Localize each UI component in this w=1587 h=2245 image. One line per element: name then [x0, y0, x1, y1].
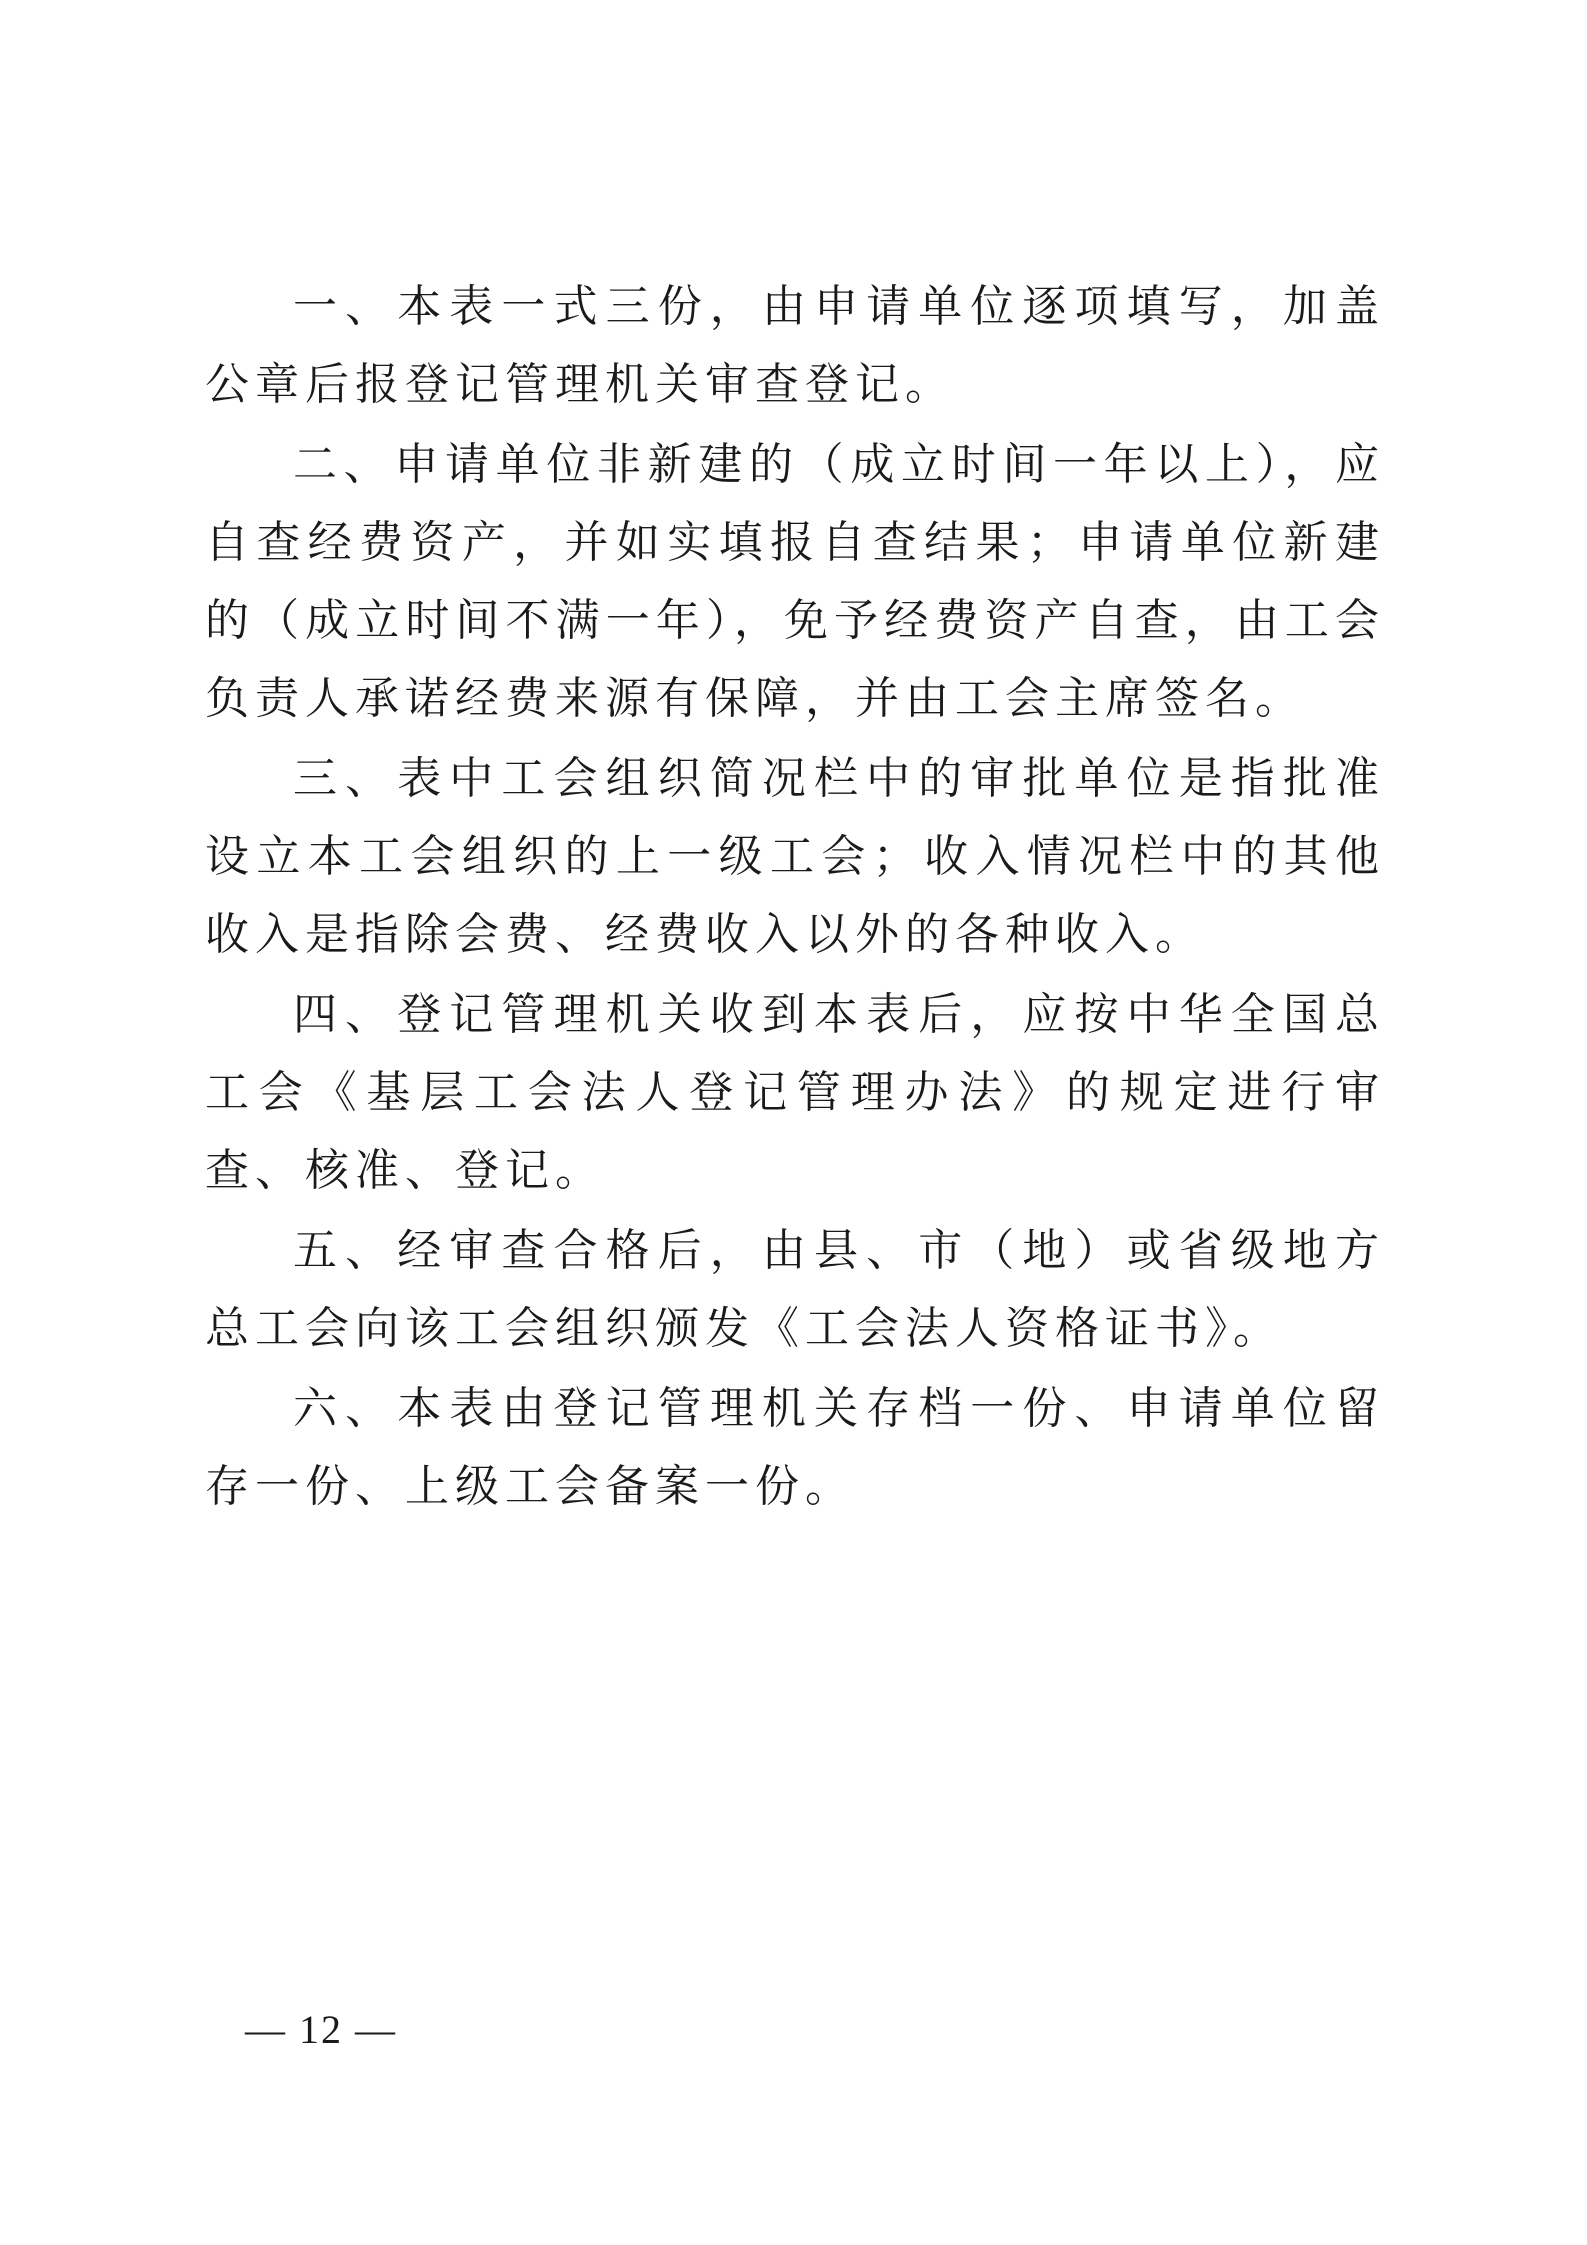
instruction-paragraph-5: 五、经审查合格后，由县、市（地）或省级地方总工会向该工会组织颁发《工会法人资格证书》。	[205, 1225, 1385, 1354]
instruction-paragraph-1: 一、本表一式三份，由申请单位逐项填写，加盖公章后报登记管理机关审查登记。	[205, 281, 1385, 410]
instructions-body	[205, 268, 1385, 1528]
instruction-paragraph-6: 六、本表由登记管理机关存档一份、申请单位留存一份、上级工会备案一份。	[205, 1383, 1385, 1512]
page-number: — 12 —	[245, 2007, 397, 2052]
instruction-paragraph-3: 三、表中工会组织简况栏中的审批单位是指批准设立本工会组织的上一级工会；收入情况栏中的其他收入是指除会费、经费收入以外的各种收入。	[205, 753, 1385, 960]
instruction-paragraph-2: 二、申请单位非新建的（成立时间一年以上），应自查经费资产，并如实填报自查结果；申请单位新建的（成立时间不满一年），免予经费资产自查，由工会负责人承诺经费来源有保障，并由工会主席签名。	[205, 439, 1385, 724]
instruction-paragraph-4: 四、登记管理机关收到本表后，应按中华全国总工会《基层工会法人登记管理办法》的规定进行审查、核准、登记。	[205, 989, 1385, 1196]
